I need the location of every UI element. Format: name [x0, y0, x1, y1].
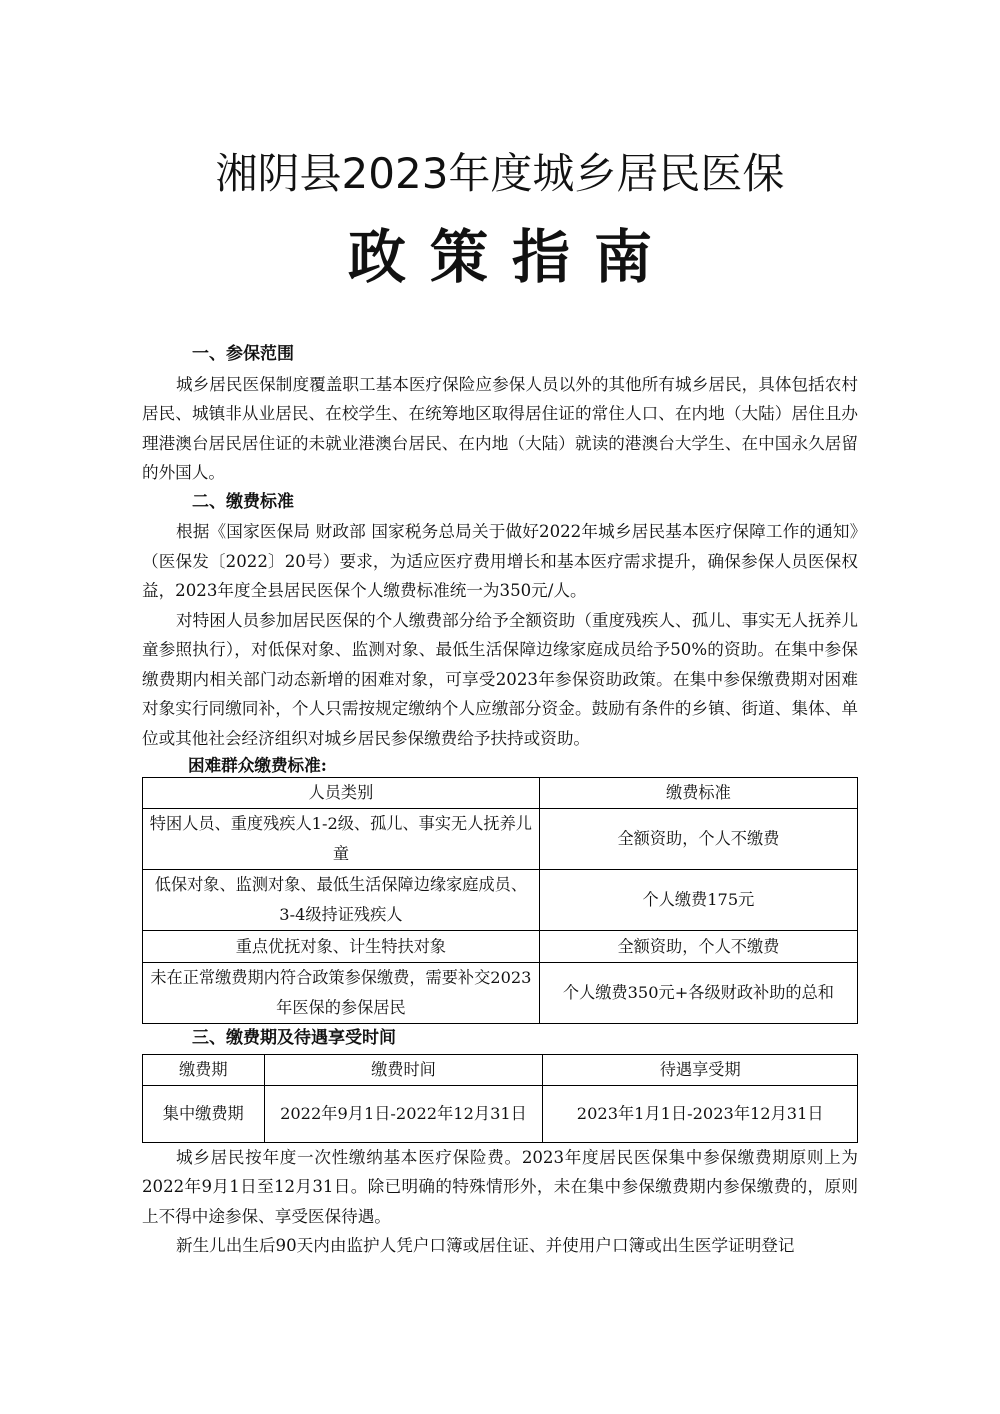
section1-heading: 一、参保范围: [192, 344, 294, 364]
table-cell: 全额资助，个人不缴费: [539, 809, 857, 870]
table-cell: 个人缴费350元+各级财政补助的总和: [539, 963, 857, 1024]
fee-table-caption: 困难群众缴费标准:: [188, 755, 327, 775]
table-cell: 低保对象、监测对象、最低生活保障边缘家庭成员、3-4级持证残疾人: [143, 870, 540, 931]
table-row: [143, 809, 858, 870]
table-cell: 全额资助，个人不缴费: [539, 931, 857, 963]
table-cell: 重点优抚对象、计生特扶对象: [143, 931, 540, 963]
table-cell: 未在正常缴费期内符合政策参保缴费，需要补交2023年医保的参保居民: [143, 963, 540, 1024]
table-cell: 集中缴费期: [143, 1085, 265, 1142]
section2-paragraph1: 根据《国家医保局 财政部 国家税务总局关于做好2022年城乡居民基本医疗保障工作的通知》（医保发〔2022〕20号）要求，为适应医疗费用增长和基本医疗需求提升，确保参保人员医保权益，2023年度全县居民医保个人缴费标准统一为350元/人。: [142, 522, 858, 600]
table-row: [143, 870, 858, 931]
table-header-cell: 缴费时间: [264, 1054, 543, 1085]
table-header-row: [143, 1054, 858, 1085]
table-row: [143, 963, 858, 1024]
section2-heading: 二、缴费标准: [192, 491, 294, 512]
section3-paragraph2: 新生儿出生后90天内由监护人凭户口簿或居住证、并使用户口簿或出生医学证明登记: [176, 1236, 795, 1255]
payment-period-table: [142, 1054, 858, 1143]
document-title-line2: 政策指南: [347, 223, 676, 291]
table-cell: 2023年1月1日-2023年12月31日: [543, 1085, 858, 1142]
fee-standard-table: [142, 777, 858, 1024]
document-title-line1: 湘阴县2023年度城乡居民医保: [215, 149, 785, 198]
table-row: [143, 1085, 858, 1142]
table-header-cell: 待遇享受期: [543, 1054, 858, 1085]
table-header-cell: 缴费期: [143, 1054, 265, 1085]
section1-paragraph: 城乡居民医保制度覆盖职工基本医疗保险应参保人员以外的其他所有城乡居民，具体包括农村居民、城镇非从业居民、在校学生、在统筹地区取得居住证的常住人口、在内地（大陆）居住且办理港澳台居民居住证的未就业港澳台居民、在内地（大陆）就读的港澳台大学生、在中国永久居留的外国人。: [142, 374, 858, 482]
table-header-cell: 人员类别: [143, 778, 540, 809]
section3-heading: 三、缴费期及待遇享受时间: [192, 1028, 396, 1048]
table-cell: 特困人员、重度残疾人1-2级、孤儿、事实无人抚养儿童: [143, 809, 540, 870]
table-cell: 2022年9月1日-2022年12月31日: [264, 1085, 543, 1142]
table-row: [143, 931, 858, 963]
document-body: [142, 340, 858, 1261]
section2-paragraph2: 对特困人员参加居民医保的个人缴费部分给予全额资助（重度残疾人、孤儿、事实无人抚养儿童参照执行），对低保对象、监测对象、最低生活保障边缘家庭成员给予50%的资助。在集中参保缴费期内相关部门动态新增的困难对象，可享受2023年参保资助政策。在集中参保缴费期对困难对象实行同缴同补，个人只需按规定缴纳个人应缴部分资金。鼓励有条件的乡镇、街道、集体、单位或其他社会经济组织对城乡居民参保缴费给予扶持或资助。: [142, 610, 858, 748]
section3-paragraph1: 城乡居民按年度一次性缴纳基本医疗保险费。2023年度居民医保集中参保缴费期原则上为2022年9月1日至12月31日。除已明确的特殊情形外，未在集中参保缴费期内参保缴费的，原则上不得中途参保、享受医保待遇。: [142, 1147, 858, 1226]
table-cell: 个人缴费175元: [539, 870, 857, 931]
table-header-row: [143, 778, 858, 809]
table-header-cell: 缴费标准: [539, 778, 857, 809]
